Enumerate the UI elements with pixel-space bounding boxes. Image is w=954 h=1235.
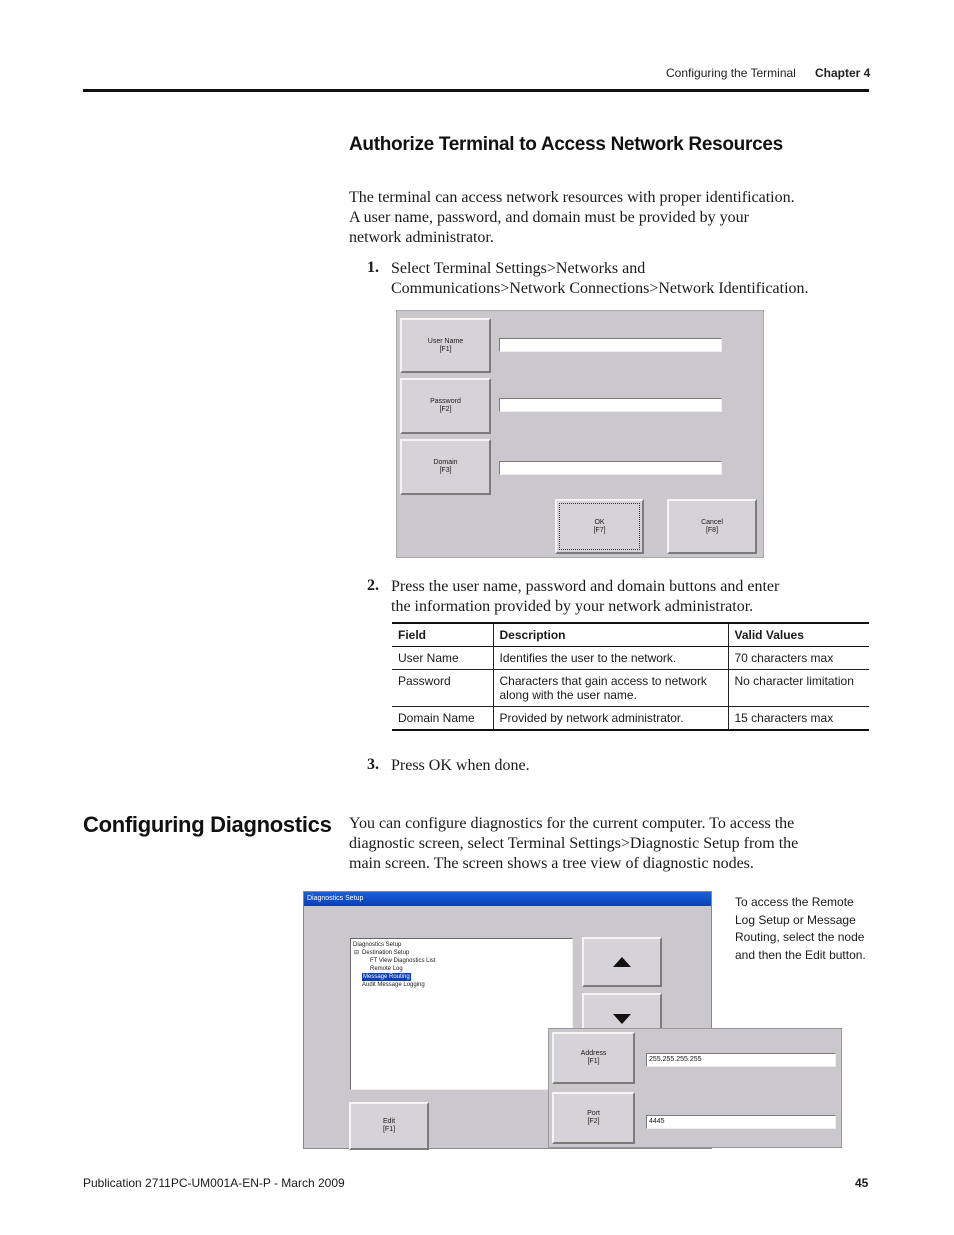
step-2-text xyxy=(391,577,871,617)
address-field[interactable]: 255.255.255.255 xyxy=(646,1053,836,1067)
column-header: Valid Values xyxy=(728,623,869,647)
intro-line: diagnostic screen, select Terminal Settings>Diagnostic Setup from the xyxy=(349,835,799,852)
tree-node-message-routing[interactable]: Message Routing xyxy=(363,974,410,980)
running-header-section: Configuring the Terminal xyxy=(666,66,796,80)
button-label: Password xyxy=(430,398,461,405)
intro-line: main screen. The screen shows a tree view of diagnostic nodes. xyxy=(349,855,754,872)
step-2-number: 2. xyxy=(367,577,379,594)
step-line: Select Terminal Settings>Networks and xyxy=(391,260,646,277)
intro-line: The terminal can access network resources with proper identification. xyxy=(349,189,795,206)
table-header-row xyxy=(392,623,869,647)
button-key: [F2] xyxy=(439,406,452,413)
running-header-chapter: Chapter 4 xyxy=(815,66,871,80)
tree-node-destination-setup[interactable]: Destination Setup xyxy=(362,950,410,956)
header-rule xyxy=(83,89,869,92)
edit-button[interactable] xyxy=(349,1102,429,1150)
page-number: 45 xyxy=(855,1176,869,1190)
callout-line: and then the Edit button. xyxy=(735,947,866,962)
table-cell: Identifies the user to the network. xyxy=(493,647,728,670)
password-field[interactable] xyxy=(499,398,722,412)
user-name-field[interactable] xyxy=(499,338,722,352)
intro-line: You can configure diagnostics for the current computer. To access the xyxy=(349,815,795,832)
table-cell: Provided by network administrator. xyxy=(493,707,728,731)
table-row xyxy=(392,670,869,707)
diagnostics-heading: Configuring Diagnostics xyxy=(83,812,332,837)
step-3-text: Press OK when done. xyxy=(391,757,530,774)
table-cell: Domain Name xyxy=(392,707,493,731)
scroll-down-button[interactable] xyxy=(582,993,662,1033)
ok-button[interactable] xyxy=(555,499,644,554)
step-line: the information provided by your network administrator. xyxy=(391,598,754,615)
step-line: Press the user name, password and domain buttons and enter xyxy=(391,578,780,595)
tree-node-ft-view-diagnostics-list[interactable]: FT View Diagnostics List xyxy=(370,958,436,964)
button-key: [F1] xyxy=(587,1058,600,1065)
arrow-up-icon xyxy=(612,956,632,968)
callout-line: To access the Remote xyxy=(735,895,854,909)
table-cell: 15 characters max xyxy=(728,707,869,731)
column-header: Description xyxy=(493,623,728,647)
button-label: Cancel xyxy=(701,518,723,526)
remote-log-setup-panel xyxy=(548,1028,842,1148)
table-cell: No character limitation xyxy=(728,670,869,707)
callout-line: Routing, select the node xyxy=(735,930,865,944)
callout-line: Log Setup or Message xyxy=(735,912,856,927)
table-row xyxy=(392,647,869,670)
column-header: Field xyxy=(392,623,493,647)
arrow-down-icon xyxy=(612,1013,632,1025)
authorize-heading: Authorize Terminal to Access Network Resources xyxy=(349,134,783,155)
button-label: User Name xyxy=(427,337,464,345)
edit-callout xyxy=(735,894,875,964)
valid-values-table xyxy=(392,622,869,731)
button-key: [F1] xyxy=(382,1126,396,1133)
footer-publication: Publication 2711PC-UM001A-EN-P - March 2009 xyxy=(83,1176,345,1190)
button-label: OK xyxy=(594,518,605,526)
address-button[interactable] xyxy=(552,1032,635,1084)
tree-node-audit-message-logging[interactable]: Audit Message Logging xyxy=(362,982,425,988)
scroll-up-button[interactable] xyxy=(582,937,662,987)
button-key: [F2] xyxy=(587,1118,600,1125)
user-name-button[interactable] xyxy=(400,318,491,373)
button-label: Address xyxy=(580,1050,607,1057)
button-label: Edit xyxy=(382,1118,396,1125)
port-field[interactable]: 4445 xyxy=(646,1115,836,1129)
button-key: [F1] xyxy=(439,345,452,353)
button-key: [F8] xyxy=(705,526,719,534)
button-label: Domain xyxy=(433,459,458,466)
tree-node-root[interactable]: Diagnostics Setup xyxy=(353,942,402,948)
port-button[interactable] xyxy=(552,1092,635,1144)
button-key: [F7] xyxy=(593,526,606,534)
window-title-bar: Diagnostics Setup xyxy=(304,892,711,906)
intro-line: A user name, password, and domain must be provided by your xyxy=(349,209,749,226)
button-label: Port xyxy=(587,1110,600,1117)
table-row xyxy=(392,707,869,731)
tree-node-remote-log[interactable]: Remote Log xyxy=(370,966,403,972)
cancel-button[interactable] xyxy=(667,499,757,554)
domain-field[interactable] xyxy=(499,461,722,475)
table-cell: User Name xyxy=(392,647,493,670)
step-line: Communications>Network Connections>Network Identification. xyxy=(391,280,809,297)
button-key: [F3] xyxy=(439,467,452,474)
table-cell: 70 characters max xyxy=(728,647,869,670)
table-cell: Characters that gain access to network along with the user name. xyxy=(493,670,728,707)
step-3-number: 3. xyxy=(367,756,379,773)
step-1-number: 1. xyxy=(367,259,379,276)
password-button[interactable] xyxy=(400,378,491,434)
step-1-text xyxy=(391,259,871,299)
expand-minus-icon[interactable]: ⊟ xyxy=(354,950,360,956)
diagnostics-intro xyxy=(349,814,874,874)
table-cell: Password xyxy=(392,670,493,707)
domain-button[interactable] xyxy=(400,439,491,495)
intro-line: network administrator. xyxy=(349,229,494,246)
network-identification-dialog xyxy=(396,310,764,558)
authorize-intro xyxy=(349,188,874,248)
diagnostics-tree-view[interactable] xyxy=(350,938,573,1090)
